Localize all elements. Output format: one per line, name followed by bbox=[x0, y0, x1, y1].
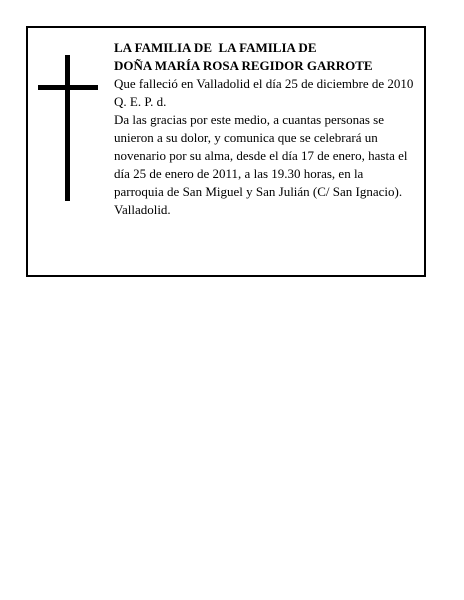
heading-deceased-name: DOÑA MARÍA ROSA REGIDOR GARROTE bbox=[114, 58, 373, 73]
heading-family: LA FAMILIA DE LA FAMILIA DE bbox=[114, 40, 317, 55]
cross-icon bbox=[38, 55, 98, 201]
cross-vertical-bar bbox=[65, 55, 70, 201]
notice-text bbox=[114, 39, 414, 219]
cross-horizontal-bar bbox=[38, 85, 98, 90]
thanks-message: Da las gracias por este medio, a cuantas personas se unieron a su dolor, y comunica que se celebrará un novenario por su alma, desde el día 17 de enero, hasta el día 25 de enero de 2011, a las 19.30 horas, en la parroquia de San Miguel y San Julián (C/ San Ignacio). Valladolid. bbox=[114, 112, 408, 217]
obituary-notice bbox=[26, 26, 426, 277]
qepd-line: Q. E. P. d. bbox=[114, 94, 167, 109]
death-notice-line: Que falleció en Valladolid el día 25 de diciembre de 2010 bbox=[114, 76, 414, 91]
